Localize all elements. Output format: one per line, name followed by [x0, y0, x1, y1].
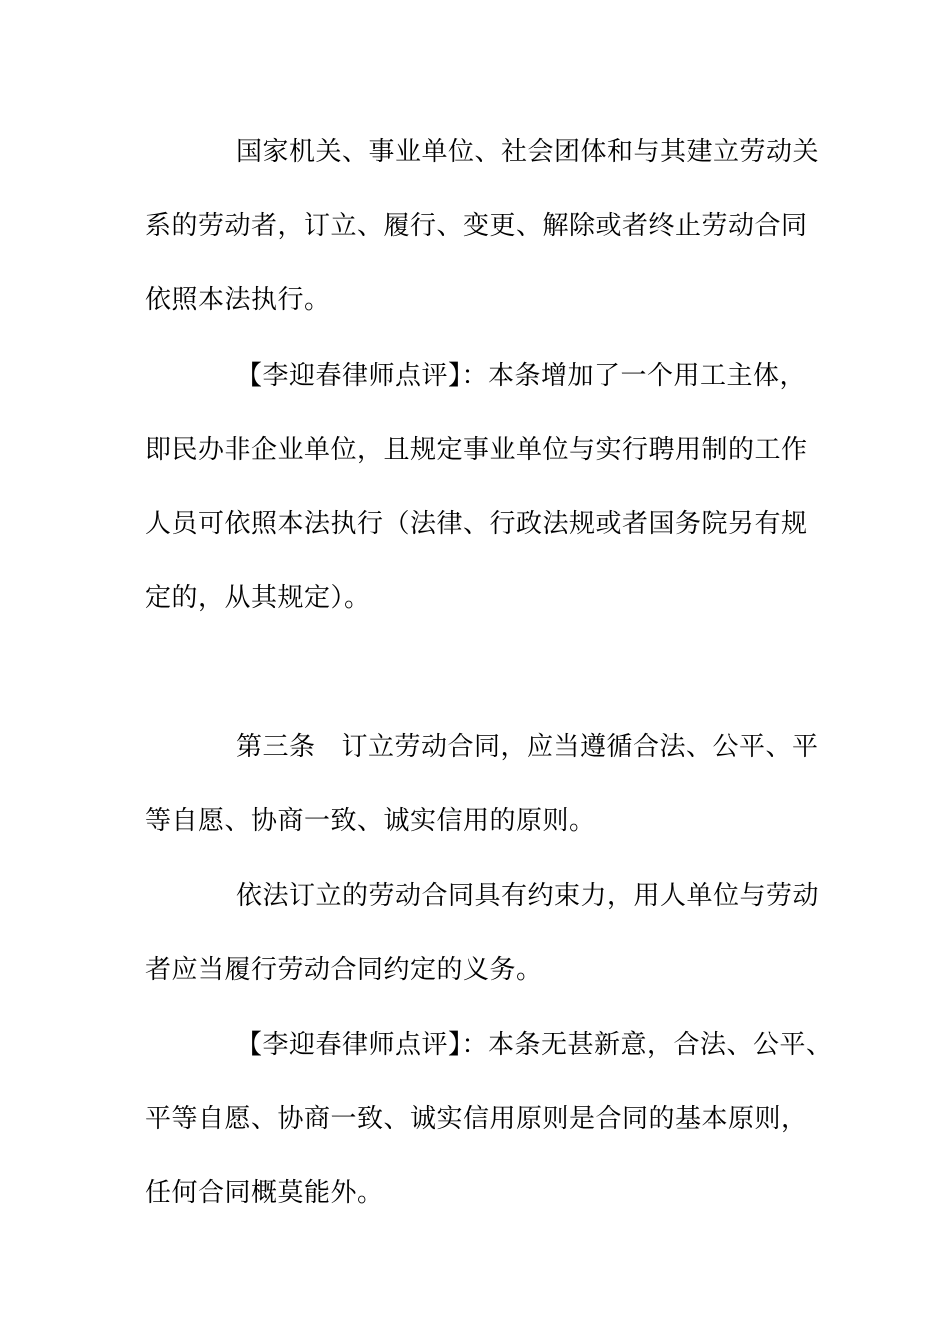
paragraph-5-line-2: 平等自愿、协商一致、诚实信用原则是合同的基本原则， — [145, 1104, 808, 1134]
paragraph-1-line-3: 依照本法执行。 — [145, 285, 331, 315]
paragraph-2-line-1: 【李迎春律师点评】：本条增加了一个用工主体， — [236, 361, 807, 391]
paragraph-5-line-3: 任何合同概莫能外。 — [145, 1178, 384, 1208]
paragraph-1-line-2: 系的劳动者，订立、履行、变更、解除或者终止劳动合同 — [145, 211, 808, 241]
paragraph-2-line-2: 即民办非企业单位，且规定事业单位与实行聘用制的工作 — [145, 435, 808, 465]
article-number: 第三条 — [236, 732, 316, 762]
paragraph-5-line-1: 【李迎春律师点评】：本条无甚新意，合法、公平、 — [236, 1030, 833, 1060]
paragraph-2-line-4: 定的，从其规定）。 — [145, 583, 371, 613]
paragraph-3-line-1 — [236, 729, 936, 765]
paragraph-4-line-2: 者应当履行劳动合同约定的义务。 — [145, 955, 543, 985]
article-text: 订立劳动合同，应当遵循合法、公平、平 — [341, 732, 819, 762]
paragraph-4-line-1: 依法订立的劳动合同具有约束力，用人单位与劳动 — [236, 881, 820, 911]
paragraph-3-line-2: 等自愿、协商一致、诚实信用的原则。 — [145, 806, 596, 836]
paragraph-1-line-1: 国家机关、事业单位、社会团体和与其建立劳动关 — [236, 137, 820, 167]
paragraph-2-line-3: 人员可依照本法执行（法律、行政法规或者国务院另有规 — [145, 509, 808, 539]
